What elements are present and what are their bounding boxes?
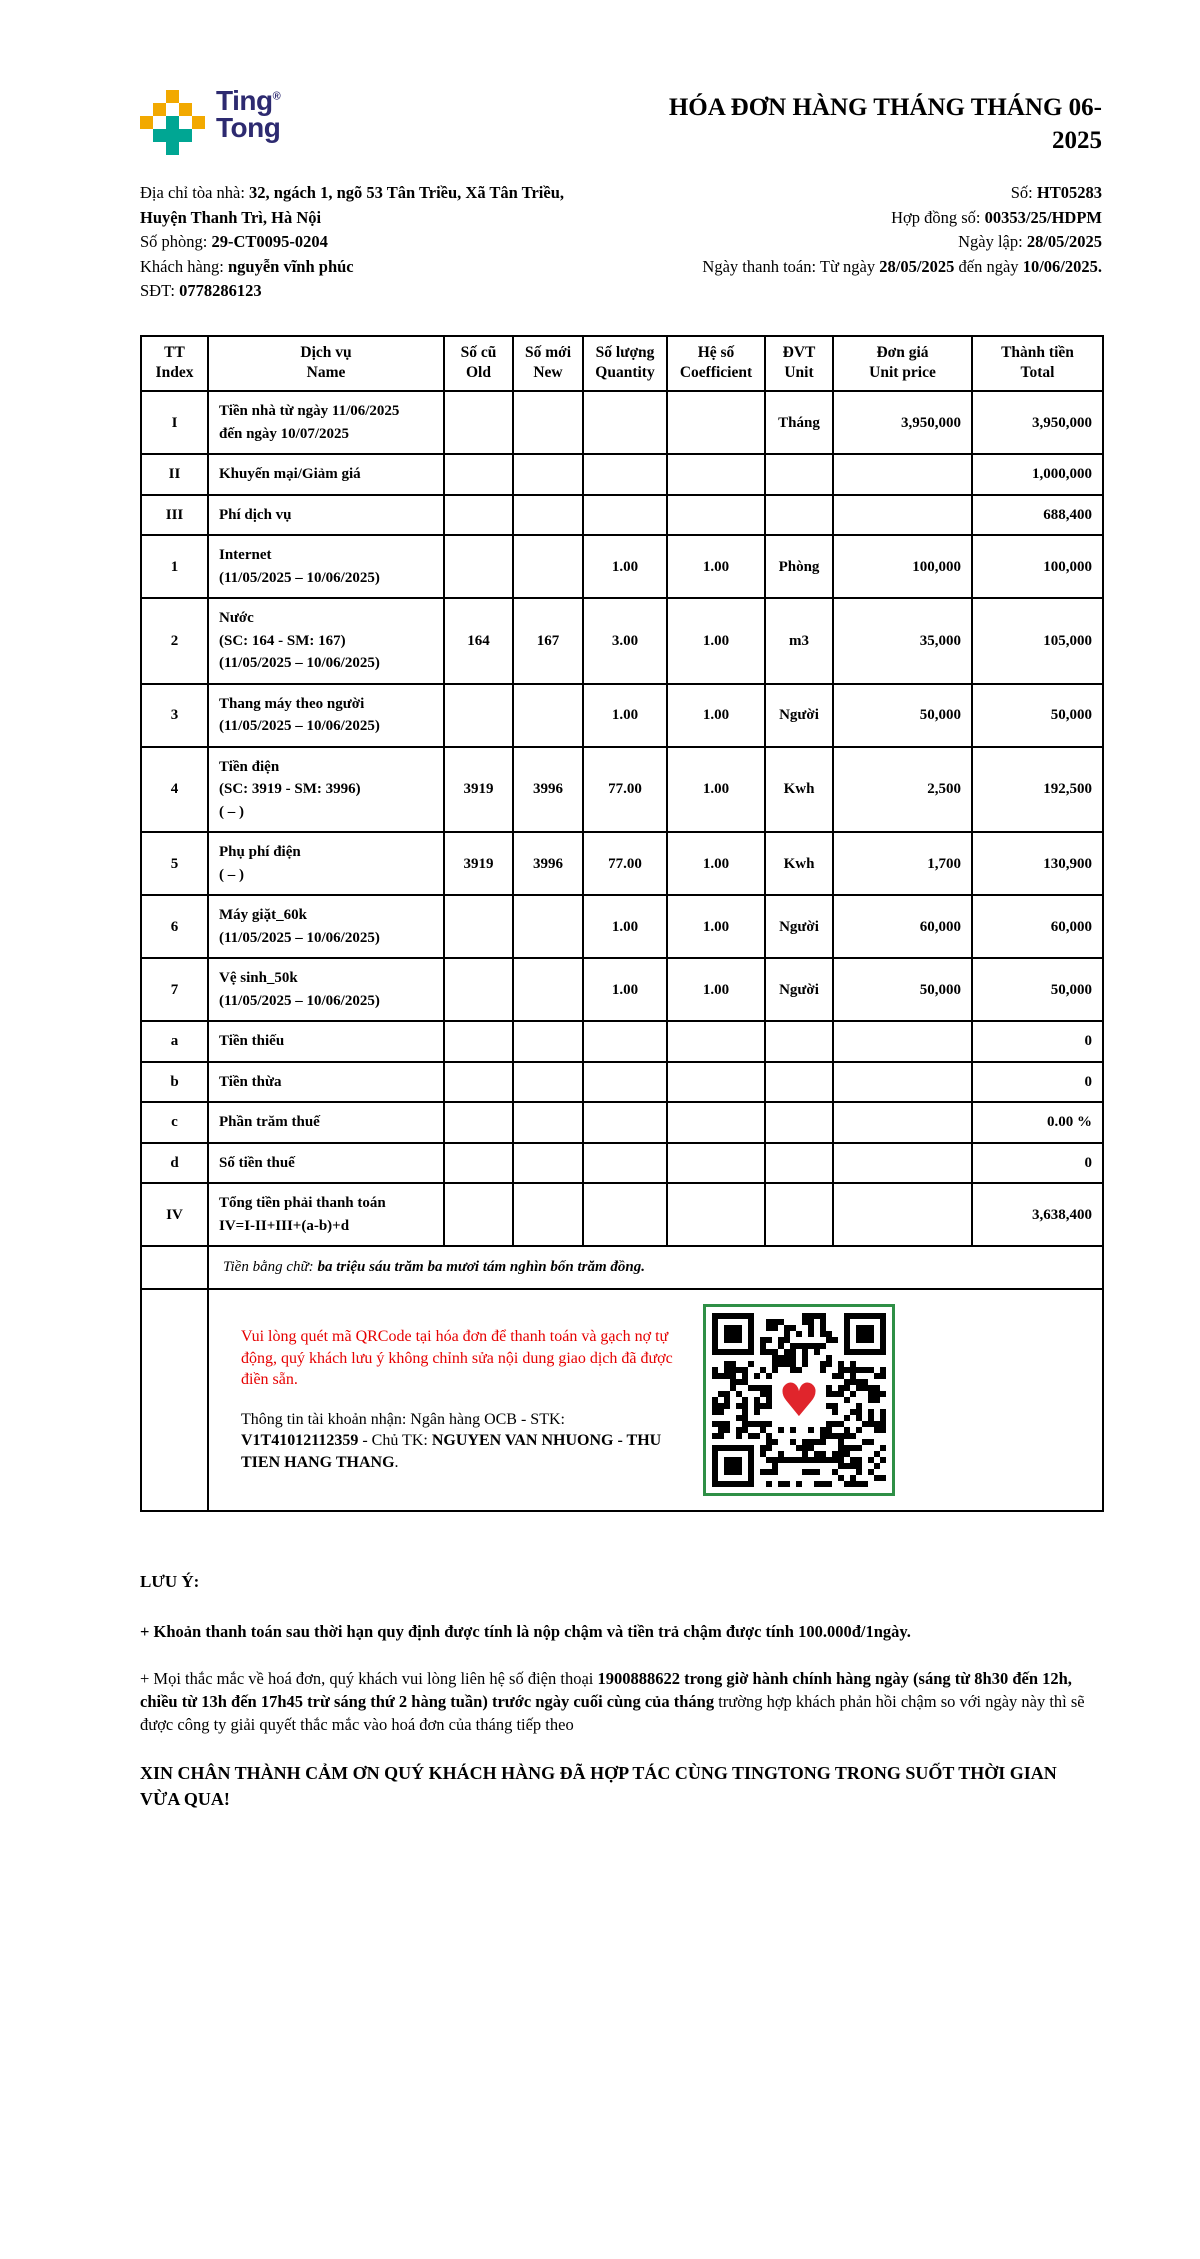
amount-in-words: Tiền bằng chữ: ba triệu sáu trăm ba mươi tám nghìn bốn trăm đồng.	[208, 1246, 1103, 1289]
cell-index: 6	[141, 895, 208, 958]
info-line: SĐT: 0778286123	[140, 281, 262, 300]
cell-coefficient: 1.00	[667, 747, 765, 833]
thank-you-note: XIN CHÂN THÀNH CẢM ƠN QUÝ KHÁCH HÀNG ĐÃ HỢP TÁC CÙNG TINGTONG TRONG SUỐT THỜI GIAN VỪA QUA!	[140, 1763, 1057, 1810]
cell-new	[513, 1183, 583, 1246]
qr-row	[141, 1289, 1103, 1511]
cell-service-name: Thang máy theo người (11/05/2025 – 10/06/2025)	[208, 684, 444, 747]
info-line: Hợp đồng số: 00353/25/HDPM	[891, 207, 1102, 227]
cell-unit-price	[833, 454, 972, 495]
cell-unit	[765, 1102, 833, 1143]
cell-index: a	[141, 1021, 208, 1062]
cell-new	[513, 1062, 583, 1103]
cell-coefficient: 1.00	[667, 598, 765, 684]
cell-unit-price	[833, 495, 972, 536]
cell-service-name: Tiền điện (SC: 3919 - SM: 3996) ( – )	[208, 747, 444, 833]
cell-quantity	[583, 391, 667, 454]
cell-coefficient: 1.00	[667, 535, 765, 598]
notes-heading: LƯU Ý:	[140, 1571, 200, 1591]
cell-unit-price: 1,700	[833, 832, 972, 895]
cell-old	[444, 1102, 513, 1143]
cell-service-name: Tiền thiếu	[208, 1021, 444, 1062]
brand-logo	[140, 85, 281, 156]
cell-coefficient: 1.00	[667, 684, 765, 747]
table-row	[141, 1102, 1103, 1143]
cell-old: 3919	[444, 832, 513, 895]
payment-instructions	[241, 1326, 681, 1474]
col-header-unit-price: Đơn giá Unit price	[833, 336, 972, 392]
cell-unit-price: 2,500	[833, 747, 972, 833]
table-row	[141, 832, 1103, 895]
cell-quantity	[583, 454, 667, 495]
table-row	[141, 454, 1103, 495]
tingtong-logo-icon	[140, 90, 206, 156]
cell-total: 0	[972, 1143, 1103, 1184]
table-row	[141, 535, 1103, 598]
note-contact: + Mọi thắc mắc về hoá đơn, quý khách vui lòng liên hệ số điện thoại 1900888622 trong giờ hành chính hàng ngày (sáng từ 8h30 đến 12h, chiều từ 13h đến 17h45 trừ sáng thứ 2 hàng tuần) trước ngày cuối cùng của tháng trường hợp khách phản hồi chậm so với ngày này thì sẽ được công ty giải quyết thắc mắc vào hoá đơn của tháng tiếp theo	[140, 1668, 1085, 1734]
cell-unit	[765, 1021, 833, 1062]
qr-section-cell	[208, 1289, 1103, 1511]
col-header-index: TT Index	[141, 336, 208, 392]
cell-unit-price	[833, 1143, 972, 1184]
cell-old	[444, 684, 513, 747]
note-late-payment: + Khoản thanh toán sau thời hạn quy định được tính là nộp chậm và tiền trả chậm được tính 100.000đ/1ngày.	[140, 1621, 911, 1641]
cell-quantity: 1.00	[583, 958, 667, 1021]
cell-index: III	[141, 495, 208, 536]
services-table-body	[141, 391, 1103, 1246]
table-row	[141, 958, 1103, 1021]
cell-unit: Người	[765, 958, 833, 1021]
cell-quantity	[583, 1183, 667, 1246]
cell-new	[513, 454, 583, 495]
cell-unit-price: 35,000	[833, 598, 972, 684]
cell-coefficient: 1.00	[667, 895, 765, 958]
qr-code	[703, 1304, 895, 1496]
table-row	[141, 684, 1103, 747]
cell-unit-price	[833, 1102, 972, 1143]
cell-old: 164	[444, 598, 513, 684]
cell-index: IV	[141, 1183, 208, 1246]
cell-total: 60,000	[972, 895, 1103, 958]
col-header-old: Số cũ Old	[444, 336, 513, 392]
cell-old	[444, 1021, 513, 1062]
cell-total: 0	[972, 1021, 1103, 1062]
cell-unit	[765, 1062, 833, 1103]
cell-old	[444, 391, 513, 454]
cell-new	[513, 895, 583, 958]
cell-unit: Kwh	[765, 832, 833, 895]
table-row	[141, 895, 1103, 958]
info-left-column	[140, 181, 688, 304]
col-header-unit: ĐVT Unit	[765, 336, 833, 392]
cell-index: c	[141, 1102, 208, 1143]
cell-total: 0	[972, 1062, 1103, 1103]
invoice-title: HÓA ĐƠN HÀNG THÁNG THÁNG 06- 2025	[668, 94, 1102, 154]
cell-old	[444, 495, 513, 536]
amount-in-words-row	[141, 1246, 1103, 1289]
cell-unit: m3	[765, 598, 833, 684]
cell-coefficient: 1.00	[667, 832, 765, 895]
header	[140, 85, 1102, 157]
empty-index-cell	[141, 1289, 208, 1511]
info-line: Địa chỉ tòa nhà: 32, ngách 1, ngõ 53 Tân Triều, Xã Tân Triều,	[140, 183, 564, 202]
cell-service-name: Máy giặt_60k (11/05/2025 – 10/06/2025)	[208, 895, 444, 958]
cell-index: 2	[141, 598, 208, 684]
table-row	[141, 598, 1103, 684]
cell-old	[444, 454, 513, 495]
cell-index: II	[141, 454, 208, 495]
cell-coefficient	[667, 391, 765, 454]
cell-total: 50,000	[972, 958, 1103, 1021]
cell-coefficient	[667, 495, 765, 536]
cell-new: 167	[513, 598, 583, 684]
col-header-total: Thành tiền Total	[972, 336, 1103, 392]
cell-service-name: Số tiền thuế	[208, 1143, 444, 1184]
cell-index: 3	[141, 684, 208, 747]
table-row	[141, 495, 1103, 536]
cell-unit: Người	[765, 684, 833, 747]
registered-mark: ®	[272, 90, 281, 103]
brand-wordmark: Ting® Tong	[216, 85, 281, 143]
col-header-service: Dịch vụ Name	[208, 336, 444, 392]
info-line: Huyện Thanh Trì, Hà Nội	[140, 207, 322, 227]
cell-service-name: Tiền thừa	[208, 1062, 444, 1103]
cell-total: 688,400	[972, 495, 1103, 536]
cell-old	[444, 1062, 513, 1103]
col-header-quantity: Số lượng Quantity	[583, 336, 667, 392]
cell-coefficient	[667, 1102, 765, 1143]
cell-unit: Tháng	[765, 391, 833, 454]
cell-new	[513, 1021, 583, 1062]
cell-service-name: Phụ phí điện ( – )	[208, 832, 444, 895]
cell-old	[444, 1183, 513, 1246]
cell-service-name: Phần trăm thuế	[208, 1102, 444, 1143]
cell-unit	[765, 454, 833, 495]
cell-index: 1	[141, 535, 208, 598]
cell-total: 130,900	[972, 832, 1103, 895]
cell-service-name: Tiền nhà từ ngày 11/06/2025 đến ngày 10/07/2025	[208, 391, 444, 454]
cell-new	[513, 1102, 583, 1143]
cell-unit	[765, 495, 833, 536]
table-row	[141, 1183, 1103, 1246]
cell-quantity	[583, 495, 667, 536]
cell-quantity: 77.00	[583, 832, 667, 895]
cell-total: 105,000	[972, 598, 1103, 684]
cell-new: 3996	[513, 832, 583, 895]
cell-new	[513, 535, 583, 598]
cell-unit	[765, 1183, 833, 1246]
cell-unit-price: 50,000	[833, 684, 972, 747]
cell-quantity	[583, 1143, 667, 1184]
info-line: Số: HT05283	[1010, 183, 1102, 202]
cell-coefficient	[667, 1183, 765, 1246]
cell-unit-price: 60,000	[833, 895, 972, 958]
payment-note-red: Vui lòng quét mã QRCode tại hóa đơn để thanh toán và gạch nợ tự động, quý khách lưu ý không chỉnh sửa nội dung giao dịch đã được điền sẵn.	[241, 1328, 673, 1389]
cell-unit: Phòng	[765, 535, 833, 598]
table-row	[141, 391, 1103, 454]
cell-new	[513, 958, 583, 1021]
cell-coefficient	[667, 1021, 765, 1062]
info-section	[140, 181, 1102, 305]
cell-old: 3919	[444, 747, 513, 833]
cell-new: 3996	[513, 747, 583, 833]
invoice-content	[140, 0, 1102, 1812]
table-row	[141, 1021, 1103, 1062]
services-table	[140, 335, 1104, 1512]
cell-unit-price: 3,950,000	[833, 391, 972, 454]
table-header-row	[141, 336, 1103, 392]
cell-coefficient: 1.00	[667, 958, 765, 1021]
cell-quantity: 1.00	[583, 535, 667, 598]
cell-coefficient	[667, 1143, 765, 1184]
cell-service-name: Tổng tiền phải thanh toán IV=I-II+III+(a-b)+d	[208, 1183, 444, 1246]
table-row	[141, 1143, 1103, 1184]
cell-unit: Người	[765, 895, 833, 958]
col-header-coefficient: Hệ số Coefficient	[667, 336, 765, 392]
table-row	[141, 747, 1103, 833]
cell-old	[444, 1143, 513, 1184]
cell-new	[513, 684, 583, 747]
cell-unit	[765, 1143, 833, 1184]
info-line: Số phòng: 29-CT0095-0204	[140, 232, 328, 251]
info-line: Ngày lập: 28/05/2025	[958, 232, 1102, 251]
cell-total: 3,950,000	[972, 391, 1103, 454]
cell-quantity	[583, 1021, 667, 1062]
info-right-column	[688, 181, 1102, 304]
cell-old	[444, 958, 513, 1021]
cell-unit-price: 50,000	[833, 958, 972, 1021]
cell-new	[513, 391, 583, 454]
cell-total: 192,500	[972, 747, 1103, 833]
cell-quantity: 77.00	[583, 747, 667, 833]
cell-quantity	[583, 1062, 667, 1103]
cell-index: d	[141, 1143, 208, 1184]
cell-service-name: Nước (SC: 164 - SM: 167) (11/05/2025 – 10/06/2025)	[208, 598, 444, 684]
cell-total: 100,000	[972, 535, 1103, 598]
table-row	[141, 1062, 1103, 1103]
cell-old	[444, 895, 513, 958]
cell-index: b	[141, 1062, 208, 1103]
cell-unit: Kwh	[765, 747, 833, 833]
cell-quantity: 1.00	[583, 684, 667, 747]
cell-unit-price: 100,000	[833, 535, 972, 598]
cell-total: 50,000	[972, 684, 1103, 747]
cell-index: I	[141, 391, 208, 454]
cell-service-name: Vệ sinh_50k (11/05/2025 – 10/06/2025)	[208, 958, 444, 1021]
col-header-new: Số mới New	[513, 336, 583, 392]
cell-old	[444, 535, 513, 598]
footer-notes	[140, 1570, 1102, 1812]
cell-index: 4	[141, 747, 208, 833]
empty-index-cell	[141, 1246, 208, 1289]
info-line: Ngày thanh toán: Từ ngày 28/05/2025 đến ngày 10/06/2025.	[702, 256, 1102, 276]
cell-total: 0.00 %	[972, 1102, 1103, 1143]
cell-coefficient	[667, 454, 765, 495]
cell-new	[513, 1143, 583, 1184]
cell-service-name: Khuyến mại/Giảm giá	[208, 454, 444, 495]
cell-quantity: 3.00	[583, 598, 667, 684]
info-line: Khách hàng: nguyễn vĩnh phúc	[140, 256, 354, 276]
cell-quantity	[583, 1102, 667, 1143]
cell-unit-price	[833, 1021, 972, 1062]
cell-total: 1,000,000	[972, 454, 1103, 495]
cell-service-name: Internet (11/05/2025 – 10/06/2025)	[208, 535, 444, 598]
qr-logo-heart-icon: ♥	[775, 1376, 823, 1424]
cell-index: 5	[141, 832, 208, 895]
cell-coefficient	[667, 1062, 765, 1103]
cell-unit-price	[833, 1062, 972, 1103]
cell-total: 3,638,400	[972, 1183, 1103, 1246]
account-info: Thông tin tài khoản nhận: Ngân hàng OCB - STK: V1T41012112359 - Chủ TK: NGUYEN VAN NHUONG - THU TIEN HANG THANG.	[241, 1410, 662, 1472]
cell-quantity: 1.00	[583, 895, 667, 958]
cell-new	[513, 495, 583, 536]
cell-index: 7	[141, 958, 208, 1021]
cell-unit-price	[833, 1183, 972, 1246]
cell-service-name: Phí dịch vụ	[208, 495, 444, 536]
